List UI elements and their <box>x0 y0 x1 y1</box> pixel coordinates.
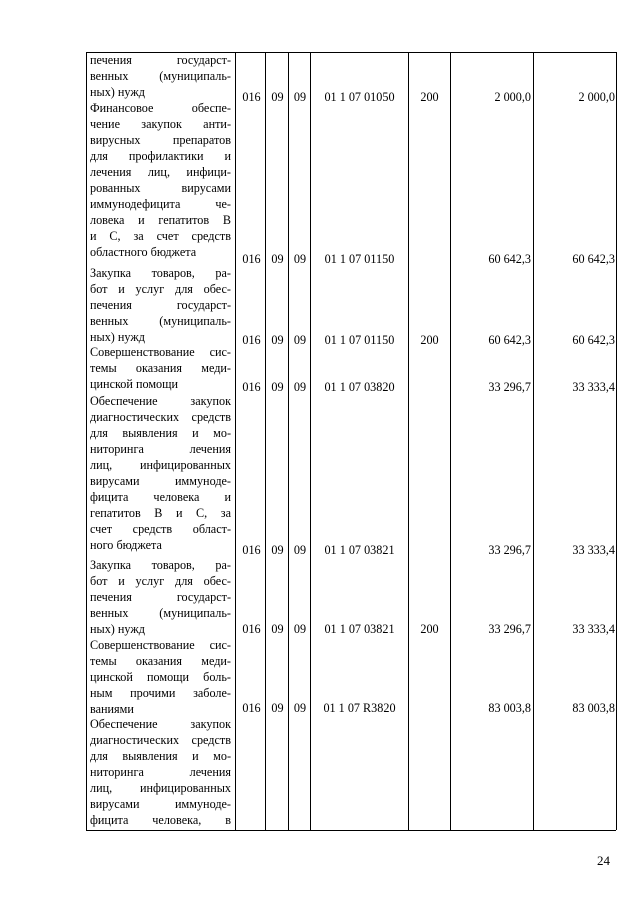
cell-ved: 016 <box>242 333 261 347</box>
cell-sum-1: 33 296,7 <box>488 543 531 557</box>
row-description: Совершенствование сис- темы оказания меди- цинской помощи <box>90 345 231 391</box>
cell-ved: 016 <box>242 622 261 636</box>
column-divider <box>533 52 534 830</box>
cell-vr: 200 <box>420 333 439 347</box>
cell-csr: 01 1 07 01150 <box>324 333 395 347</box>
cell-rz: 09 <box>271 252 284 266</box>
row-description: Совершенствование сис- темы оказания меди- цинской помощи боль- ным прочими заболе- ваниями <box>90 638 231 716</box>
cell-sum-2: 2 000,0 <box>578 90 615 104</box>
cell-sum-2: 83 003,8 <box>572 701 615 715</box>
cell-sum-1: 33 296,7 <box>488 380 531 394</box>
cell-vr: 200 <box>420 622 439 636</box>
cell-sum-1: 83 003,8 <box>488 701 531 715</box>
cell-sum-2: 60 642,3 <box>572 333 615 347</box>
cell-sum-2: 33 333,4 <box>572 380 615 394</box>
page-number: 24 <box>597 853 610 868</box>
cell-rz: 09 <box>271 622 284 636</box>
cell-sum-2: 33 333,4 <box>572 543 615 557</box>
table-border-bottom <box>86 830 616 831</box>
cell-pr: 09 <box>293 90 307 104</box>
cell-sum-2: 60 642,3 <box>572 252 615 266</box>
table-border-left <box>86 52 87 830</box>
cell-sum-1: 60 642,3 <box>488 333 531 347</box>
cell-pr: 09 <box>293 543 307 557</box>
cell-csr: 01 1 07 03820 <box>324 380 395 394</box>
row-description: Финансовое обеспе- чение закупок анти- вирусных препаратов для профилактики и лечения лиц, инфици- рованных вирусами иммунодефицита че- ловека и гепатитов В и С, за счет средств областного бюджета <box>90 101 231 259</box>
cell-vr: 200 <box>420 90 439 104</box>
cell-csr: 01 1 07 01150 <box>324 252 395 266</box>
column-divider <box>408 52 409 830</box>
row-description: Обеспечение закупок диагностических средств для выявления и мо- ниторинга лечения лиц, инфицированных вирусами иммуноде- фицита человека, в <box>90 717 231 827</box>
cell-pr: 09 <box>293 380 307 394</box>
cell-csr: 01 1 07 03821 <box>324 622 395 636</box>
cell-sum-2: 33 333,4 <box>572 622 615 636</box>
cell-sum-1: 2 000,0 <box>494 90 531 104</box>
row-description: Закупка товаров, ра- бот и услуг для обес- печения государст- венных (муниципаль- ных) нужд <box>90 558 231 636</box>
cell-csr: 01 1 07 R3820 <box>323 701 396 715</box>
cell-ved: 016 <box>242 543 261 557</box>
cell-rz: 09 <box>271 701 284 715</box>
cell-pr: 09 <box>293 622 307 636</box>
cell-ved: 016 <box>242 90 261 104</box>
cell-csr: 01 1 07 01050 <box>324 90 395 104</box>
cell-ved: 016 <box>242 701 261 715</box>
cell-pr: 09 <box>293 701 307 715</box>
row-description: Закупка товаров, ра- бот и услуг для обес- печения государст- венных (муниципаль- ных) нужд <box>90 266 231 344</box>
cell-rz: 09 <box>271 543 284 557</box>
cell-rz: 09 <box>271 380 284 394</box>
cell-pr: 09 <box>293 252 307 266</box>
cell-rz: 09 <box>271 333 284 347</box>
column-divider <box>235 52 236 830</box>
cell-sum-1: 33 296,7 <box>488 622 531 636</box>
cell-ved: 016 <box>242 252 261 266</box>
cell-csr: 01 1 07 03821 <box>324 543 395 557</box>
row-description: печения государст- венных (муниципаль- ных) нужд <box>90 53 231 99</box>
cell-ved: 016 <box>242 380 261 394</box>
cell-rz: 09 <box>271 90 284 104</box>
table-border-right <box>616 52 617 830</box>
row-description: Обеспечение закупок диагностических средств для выявления и мо- ниторинга лечения лиц, инфицированных вирусами иммуноде- фицита человека и гепатитов В и С, за счет средств облаcт- ного бюджета <box>90 394 231 552</box>
cell-pr: 09 <box>293 333 307 347</box>
cell-sum-1: 60 642,3 <box>488 252 531 266</box>
